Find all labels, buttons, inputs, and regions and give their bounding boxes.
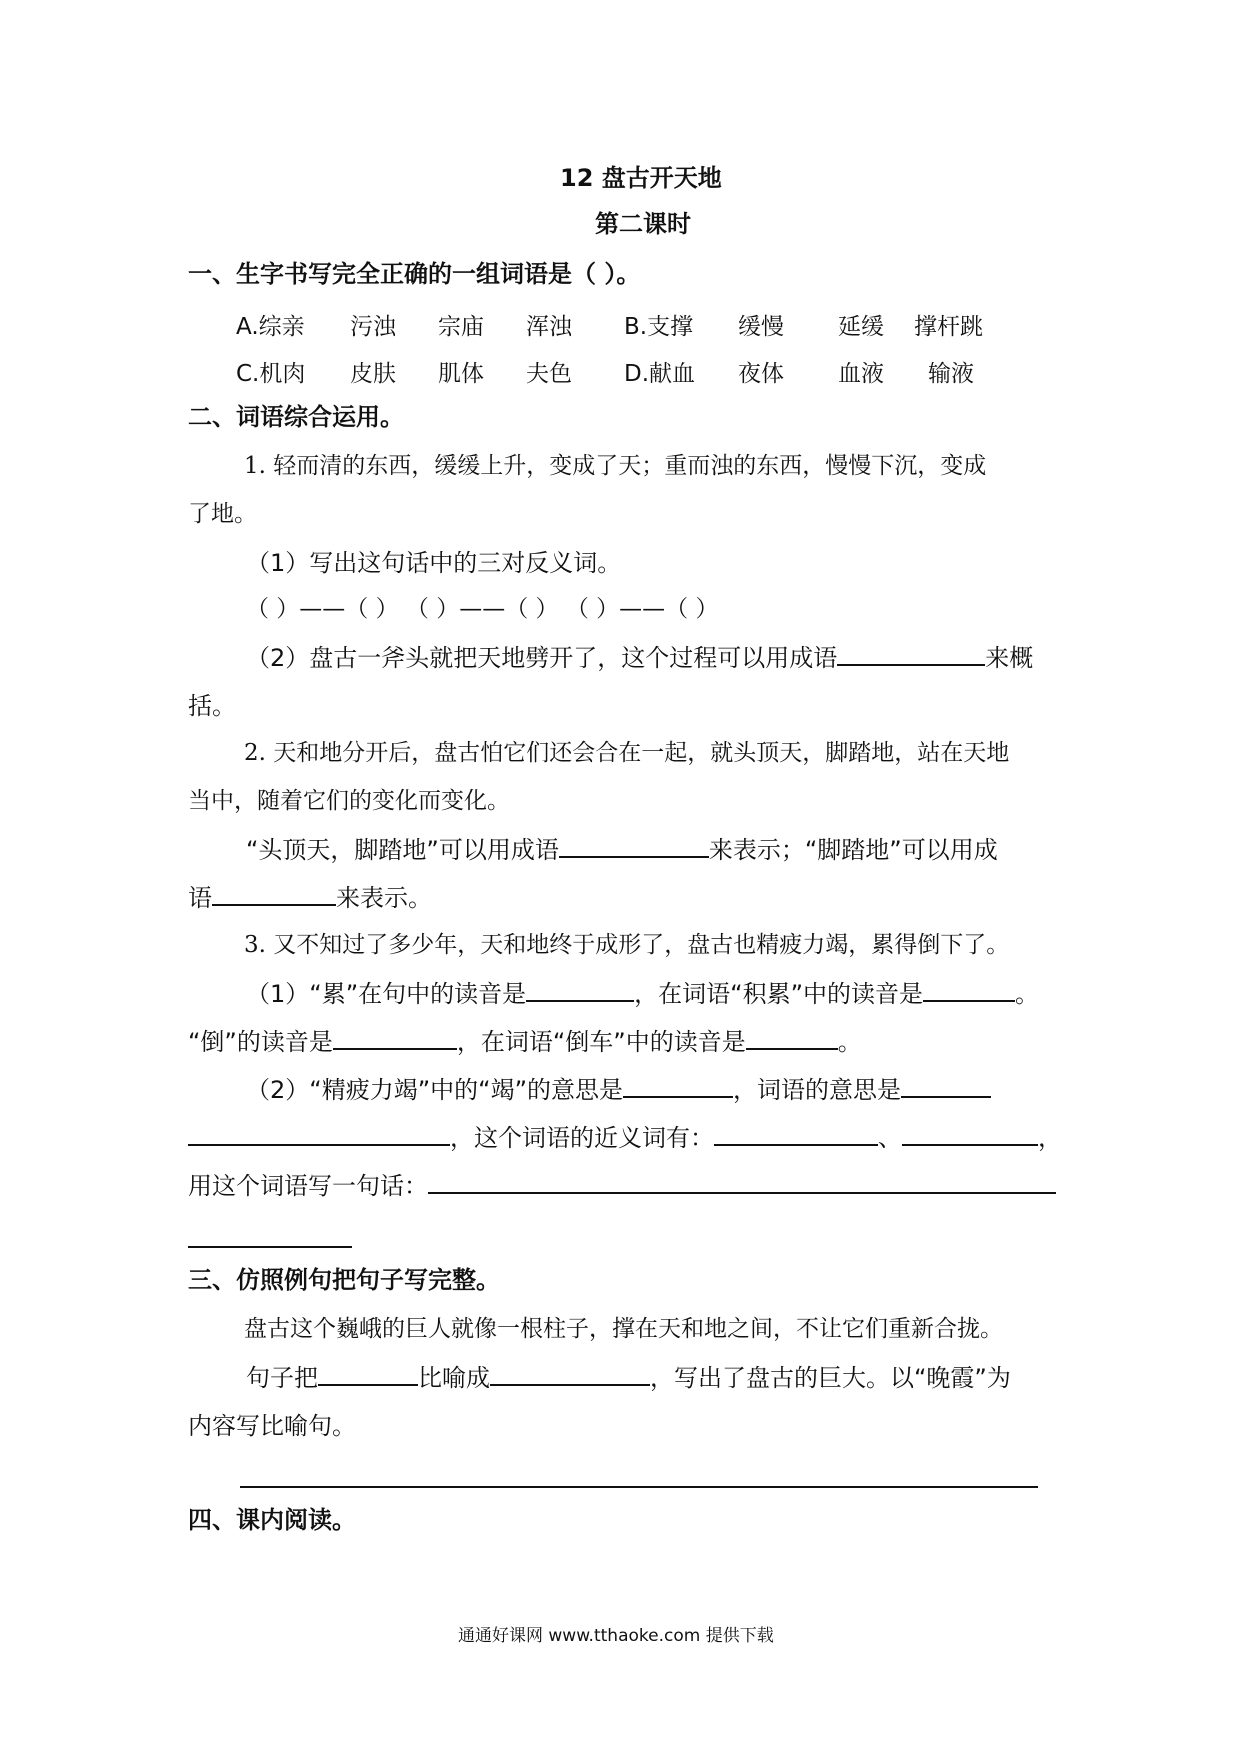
q2-3-sub-2-text-2: ，词语的意思是 [733, 1076, 902, 1104]
q2-3-sub-2-text-4: 用这个词语写一句话： [188, 1172, 428, 1200]
q2-3-sub-1-line-2 [188, 1030, 862, 1054]
q2-3-sub-2-text-3: ，这个词语的近义词有： [450, 1124, 714, 1152]
option-c-word-3: 肌体 [438, 361, 484, 387]
q2-1-sub-2 [246, 646, 1033, 670]
metaphor-object-blank[interactable] [490, 1380, 650, 1386]
synonym-blank-1[interactable] [714, 1140, 878, 1146]
q2-3-sub-1-end: 。 [1015, 980, 1040, 1008]
meaning-blank-3[interactable] [188, 1140, 450, 1146]
q2-1-sub-2-suffix: 来概 [985, 644, 1034, 672]
q2-3-sub-1 [246, 982, 1039, 1006]
q2-3-sub-1-text-4: ，在词语“倒车”中的读音是 [456, 1028, 746, 1056]
meaning-blank-2[interactable] [901, 1092, 991, 1098]
q2-2-question-text-3: 语 [188, 884, 212, 912]
q3-question [246, 1366, 1011, 1390]
section-1-heading: 一、生字书写完全正确的一组词语是（ ）。 [188, 260, 641, 288]
option-c-word-4: 夫色 [526, 361, 572, 387]
pinyin-blank-1[interactable] [526, 996, 634, 1002]
q2-1-text-line-2: 了地。 [188, 501, 257, 527]
q2-3-sub-2-line-2 [188, 1126, 1062, 1150]
q2-1-sub-1: （1）写出这句话中的三对反义词。 [246, 549, 622, 577]
q2-3-sub-1-end-2: 。 [837, 1028, 862, 1056]
option-b-word-3: 延缓 [838, 314, 884, 340]
q2-3-text-line-1: 3. 又不知过了多少年，天和地终于成形了，盘古也精疲力竭，累得倒下了。 [244, 932, 1010, 958]
section-3-heading: 三、仿照例句把句子写完整。 [188, 1266, 500, 1294]
q2-1-sub-2-line-2: 括。 [188, 692, 236, 720]
option-a-word-3: 宗庙 [438, 314, 484, 340]
q2-1-text-line-1: 1. 轻而清的东西，缓缓上升，变成了天；重而浊的东西，慢慢下沉，变成 [244, 453, 987, 479]
sentence-blank-continuation[interactable] [188, 1246, 352, 1248]
metaphor-answer-line[interactable] [240, 1486, 1038, 1488]
page-title: 12 盘古开天地 [560, 164, 722, 192]
q2-2-question-text-2: 来表示；“脚踏地”可以用成 [708, 836, 998, 864]
q2-3-sub-2 [246, 1078, 991, 1102]
q2-2-question-line-2 [188, 886, 432, 910]
section-4-heading: 四、课内阅读。 [188, 1506, 356, 1534]
idiom-blank-2[interactable] [559, 852, 709, 858]
q2-3-sub-1-text-3: “倒”的读音是 [188, 1028, 333, 1056]
q3-question-text: 句子把 [246, 1364, 318, 1392]
q2-3-sub-2-line-3 [188, 1174, 1056, 1198]
section-2-heading: 二、词语综合运用。 [188, 403, 404, 431]
q2-3-sub-2-comma: ， [1038, 1124, 1062, 1152]
option-b-word-1: B.支撑 [624, 314, 694, 340]
option-d-word-2: 夜体 [738, 361, 784, 387]
q2-3-sub-1-text-2: ，在词语“积累”中的读音是 [634, 980, 924, 1008]
q2-2-text-line-2: 当中，随着它们的变化而变化。 [188, 788, 510, 814]
option-c-word-1: C.机肉 [236, 361, 306, 387]
option-b-word-2: 缓慢 [738, 314, 784, 340]
option-d-word-3: 血液 [838, 361, 884, 387]
pinyin-blank-4[interactable] [746, 1044, 838, 1050]
q2-1-sub-2-text: （2）盘古一斧头就把天地劈开了，这个过程可以用成语 [246, 644, 838, 672]
option-d-word-1: D.献血 [624, 361, 696, 387]
q3-question-line-2: 内容写比喻句。 [188, 1412, 356, 1440]
q3-example-sentence: 盘古这个巍峨的巨人就像一根柱子，撑在天和地之间，不让它们重新合拢。 [244, 1316, 1003, 1342]
q2-2-question-text: “头顶天，脚踏地”可以用成语 [246, 836, 559, 864]
pinyin-blank-2[interactable] [923, 996, 1015, 1002]
option-d-word-4: 输液 [928, 361, 974, 387]
synonym-blank-2[interactable] [902, 1140, 1038, 1146]
q2-2-question [246, 838, 998, 862]
q2-3-sub-2-text: （2）“精疲力竭”中的“竭”的意思是 [246, 1076, 624, 1104]
q2-2-text-line-1: 2. 天和地分开后，盘古怕它们还会合在一起，就头顶天，脚踏地，站在天地 [244, 740, 1010, 766]
q2-2-question-text-4: 来表示。 [336, 884, 432, 912]
option-b-word-4: 撑杆跳 [914, 314, 983, 340]
antonym-pairs-blanks[interactable]: （ ）——（ ） （ ）——（ ） （ ）——（ ） [246, 596, 719, 622]
q2-3-sub-1-text: （1）“累”在句中的读音是 [246, 980, 527, 1008]
option-a-word-2: 污浊 [350, 314, 396, 340]
meaning-blank-1[interactable] [623, 1092, 733, 1098]
option-a-word-4: 浑浊 [526, 314, 572, 340]
q3-question-text-3: ，写出了盘古的巨大。以“晚霞”为 [650, 1364, 1011, 1392]
footer-credit: 通通好课网 www.tthaoke.com 提供下载 [458, 1626, 774, 1646]
q3-question-text-2: 比喻成 [418, 1364, 490, 1392]
page-subtitle: 第二课时 [595, 210, 691, 238]
idiom-blank-1[interactable] [837, 660, 985, 666]
idiom-blank-3[interactable] [212, 900, 336, 906]
pinyin-blank-3[interactable] [333, 1044, 457, 1050]
option-c-word-2: 皮肤 [350, 361, 396, 387]
metaphor-subject-blank[interactable] [318, 1380, 418, 1386]
sentence-blank[interactable] [428, 1188, 1056, 1194]
synonym-separator: 、 [878, 1124, 902, 1152]
option-a-word-1: A.综亲 [236, 314, 305, 340]
